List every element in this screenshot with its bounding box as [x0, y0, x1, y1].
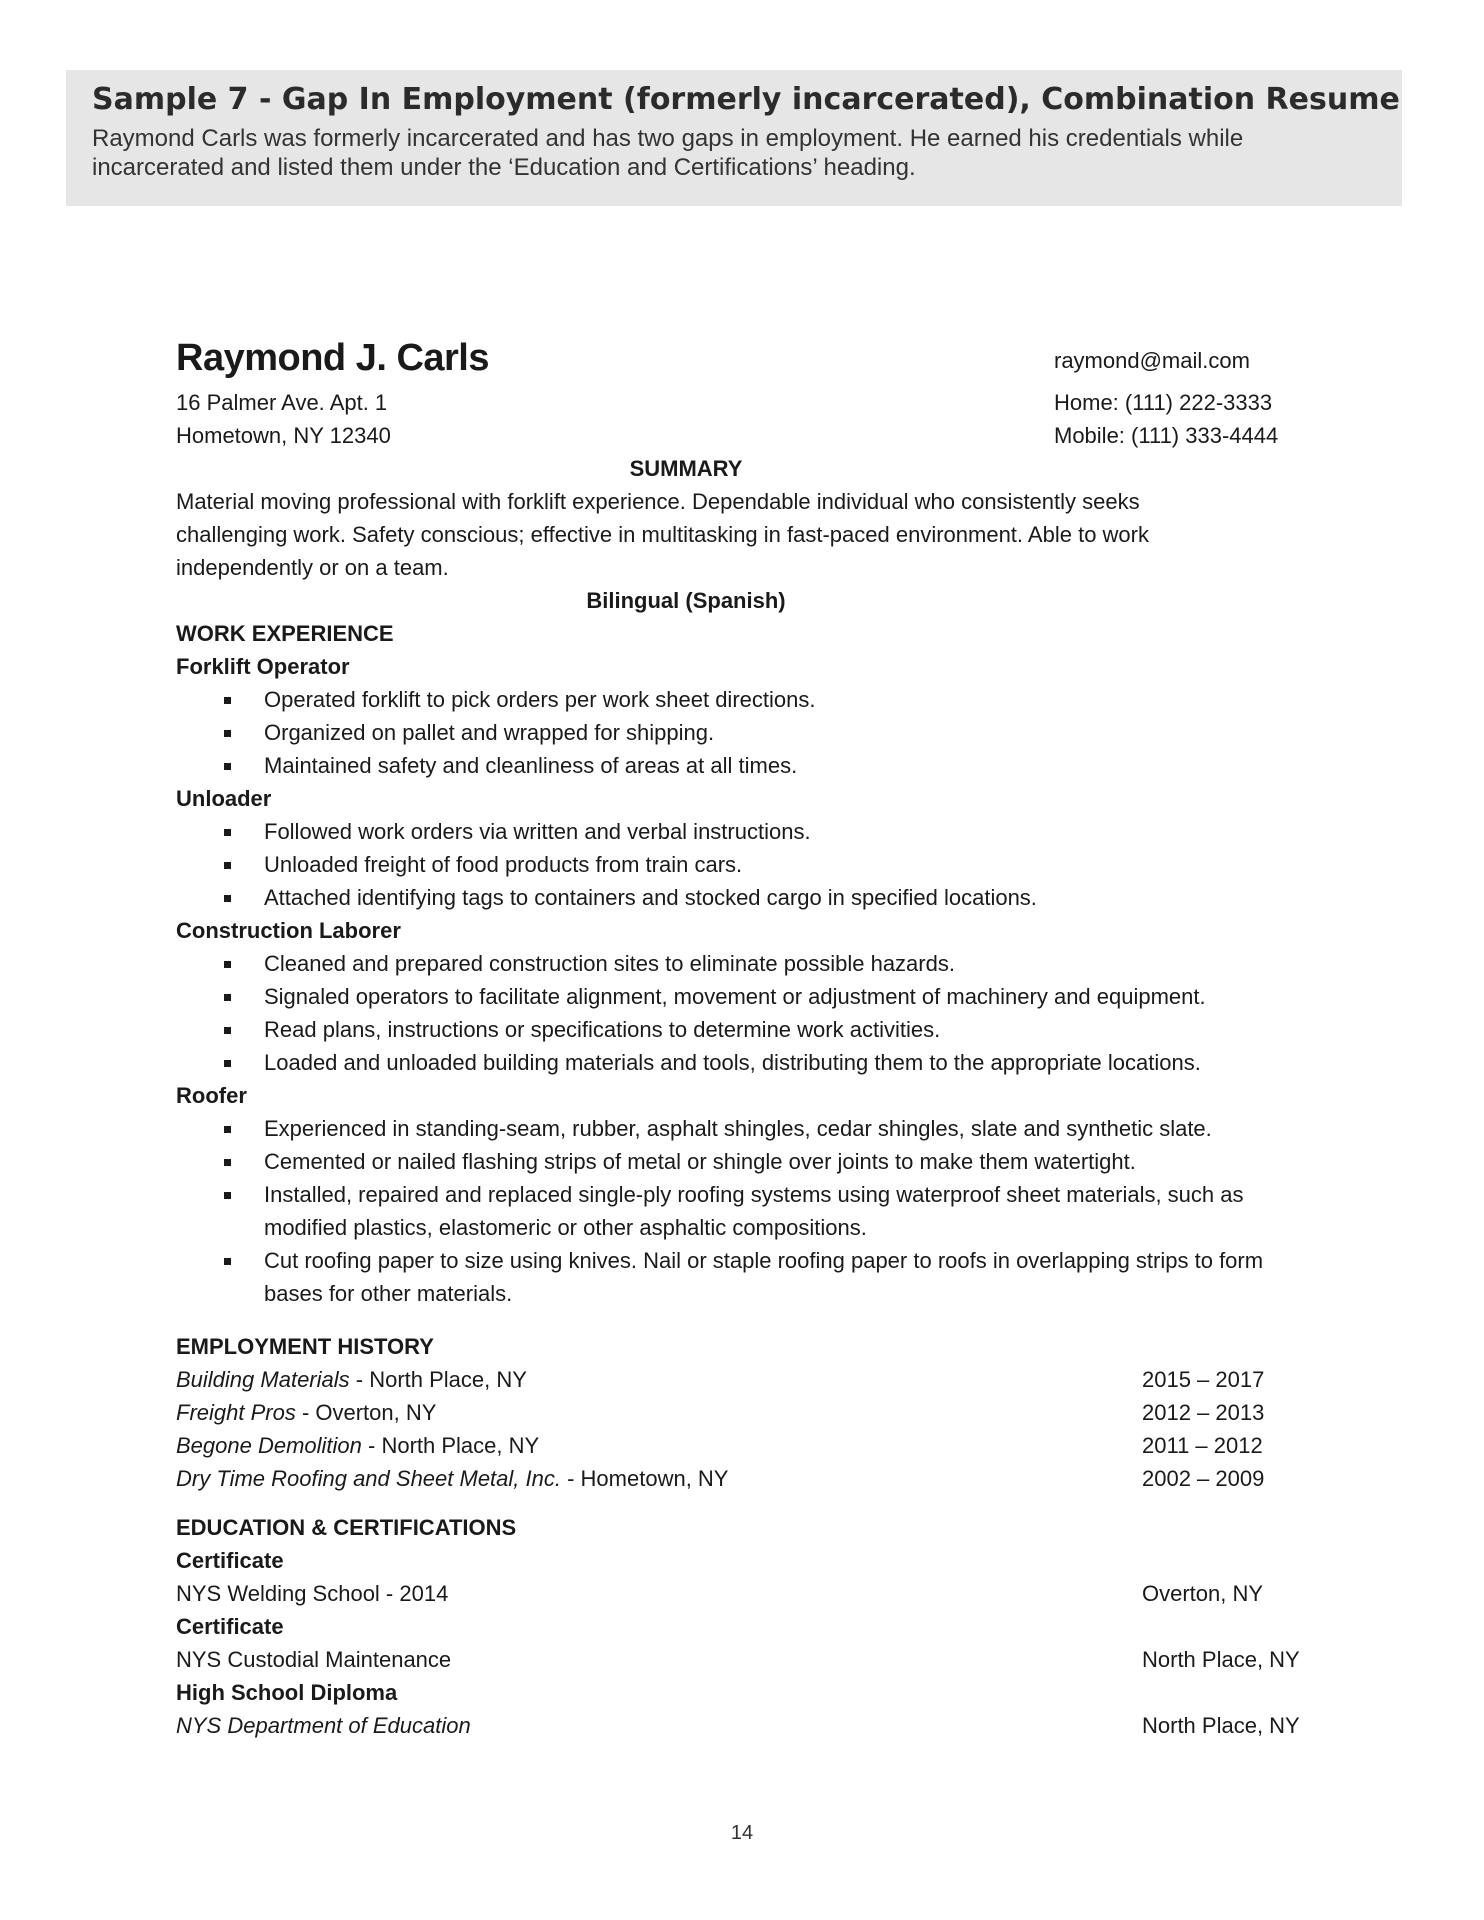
employer-name: Begone Demolition — [176, 1433, 362, 1458]
job-title: Forklift Operator — [176, 654, 350, 679]
institution-location: North Place, NY — [1142, 1647, 1300, 1672]
bilingual-note: Bilingual (Spanish) — [586, 588, 786, 613]
employer-location: - Hometown, NY — [560, 1466, 729, 1491]
bullet-item: Followed work orders via written and verbal instructions. — [264, 815, 1294, 848]
bullet-item: Cemented or nailed flashing strips of metal or shingle over joints to make them watertight. — [264, 1145, 1294, 1178]
job-title: Roofer — [176, 1083, 247, 1108]
education-row — [176, 1643, 1300, 1676]
page-number: 14 — [730, 1822, 754, 1844]
banner-description: Raymond Carls was formerly incarcerated and has two gaps in employment. He earned his credentials while incarcerated and listed them under the ‘Education and Certifications’ heading. — [92, 125, 1244, 181]
job-bullets — [176, 683, 1294, 782]
contact-row-2 — [176, 419, 1296, 452]
bullet-item: Unloaded freight of food products from train cars. — [264, 848, 1294, 881]
education-heading: EDUCATION & CERTIFICATIONS — [176, 1515, 517, 1540]
bullet-item: Signaled operators to facilitate alignment, movement or adjustment of machinery and equipment. — [264, 980, 1294, 1013]
contact-row-1 — [176, 386, 1296, 419]
employment-years: 2012 – 2013 — [1142, 1400, 1265, 1425]
bullet-item: Installed, repaired and replaced single-ply roofing systems using waterproof sheet materials, such as modified plastics, elastomeric or other asphaltic compositions. — [264, 1178, 1294, 1244]
candidate-name: Raymond J. Carls — [176, 337, 489, 379]
employment-row — [176, 1462, 1296, 1495]
bullet-item: Cleaned and prepared construction sites to eliminate possible hazards. — [264, 947, 1294, 980]
banner-title: Sample 7 - Gap In Employment (formerly incarcerated), Combination Resume — [92, 82, 1400, 117]
job-title: Construction Laborer — [176, 918, 401, 943]
sample-banner — [66, 70, 1402, 206]
institution-location: North Place, NY — [1142, 1713, 1300, 1738]
employer-name: Building Materials — [176, 1367, 350, 1392]
job-bullets — [176, 815, 1294, 914]
bullet-item: Organized on pallet and wrapped for shipping. — [264, 716, 1294, 749]
education-row — [176, 1577, 1296, 1610]
address-line-2: Hometown, NY 12340 — [176, 423, 391, 448]
institution-name: NYS Custodial Maintenance — [176, 1647, 452, 1672]
employment-years: 2011 – 2012 — [1142, 1433, 1263, 1458]
employment-years: 2002 – 2009 — [1142, 1466, 1265, 1491]
bullet-item: Read plans, instructions or specifications to determine work activities. — [264, 1013, 1294, 1046]
education-row — [176, 1709, 1300, 1742]
employer-location: - Overton, NY — [295, 1400, 437, 1425]
bullet-item: Loaded and unloaded building materials and tools, distributing them to the appropriate locations. — [264, 1046, 1294, 1079]
address-line-1: 16 Palmer Ave. Apt. 1 — [176, 390, 388, 415]
credential-title: Certificate — [176, 1548, 284, 1573]
mobile-phone: Mobile: (111) 333-4444 — [1054, 423, 1279, 448]
work-experience-heading: WORK EXPERIENCE — [176, 621, 394, 646]
credential-title: Certificate — [176, 1614, 284, 1639]
employment-years: 2015 – 2017 — [1142, 1367, 1265, 1392]
credential-title: High School Diploma — [176, 1680, 398, 1705]
employer-location: - North Place, NY — [349, 1367, 527, 1392]
summary-heading: SUMMARY — [629, 456, 743, 481]
employment-history-heading: EMPLOYMENT HISTORY — [176, 1334, 434, 1359]
bullet-item: Experienced in standing-seam, rubber, asphalt shingles, cedar shingles, slate and synthetic slate. — [264, 1112, 1294, 1145]
email-address: raymond@mail.com — [1054, 348, 1250, 373]
home-phone: Home: (111) 222-3333 — [1054, 390, 1273, 415]
bullet-item: Maintained safety and cleanliness of areas at all times. — [264, 749, 1294, 782]
institution-location: Overton, NY — [1142, 1581, 1264, 1606]
job-bullets — [176, 1112, 1294, 1310]
resume — [176, 330, 1300, 1742]
bullet-item: Attached identifying tags to containers and stocked cargo in specified locations. — [264, 881, 1294, 914]
employment-row — [176, 1396, 1296, 1429]
institution-name: NYS Welding School - 2014 — [176, 1581, 449, 1606]
institution-name: NYS Department of Education — [176, 1713, 471, 1738]
employment-row — [176, 1429, 1296, 1462]
summary-text: Material moving professional with forklift experience. Dependable individual who consistently seeks challenging work. Safety conscious; effective in multitasking in fast-paced environment. Able to work independently or on a team. — [176, 489, 1149, 580]
bullet-item: Cut roofing paper to size using knives. Nail or staple roofing paper to roofs in overlapping strips to form bases for other materials. — [264, 1244, 1294, 1310]
employer-name: Freight Pros — [176, 1400, 296, 1425]
employer-name: Dry Time Roofing and Sheet Metal, Inc. — [176, 1466, 561, 1491]
job-title: Unloader — [176, 786, 272, 811]
bullet-item: Operated forklift to pick orders per work sheet directions. — [264, 683, 1294, 716]
employment-row — [176, 1363, 1296, 1396]
employer-location: - North Place, NY — [361, 1433, 540, 1458]
job-bullets — [176, 947, 1294, 1079]
resume-header — [176, 330, 1296, 386]
